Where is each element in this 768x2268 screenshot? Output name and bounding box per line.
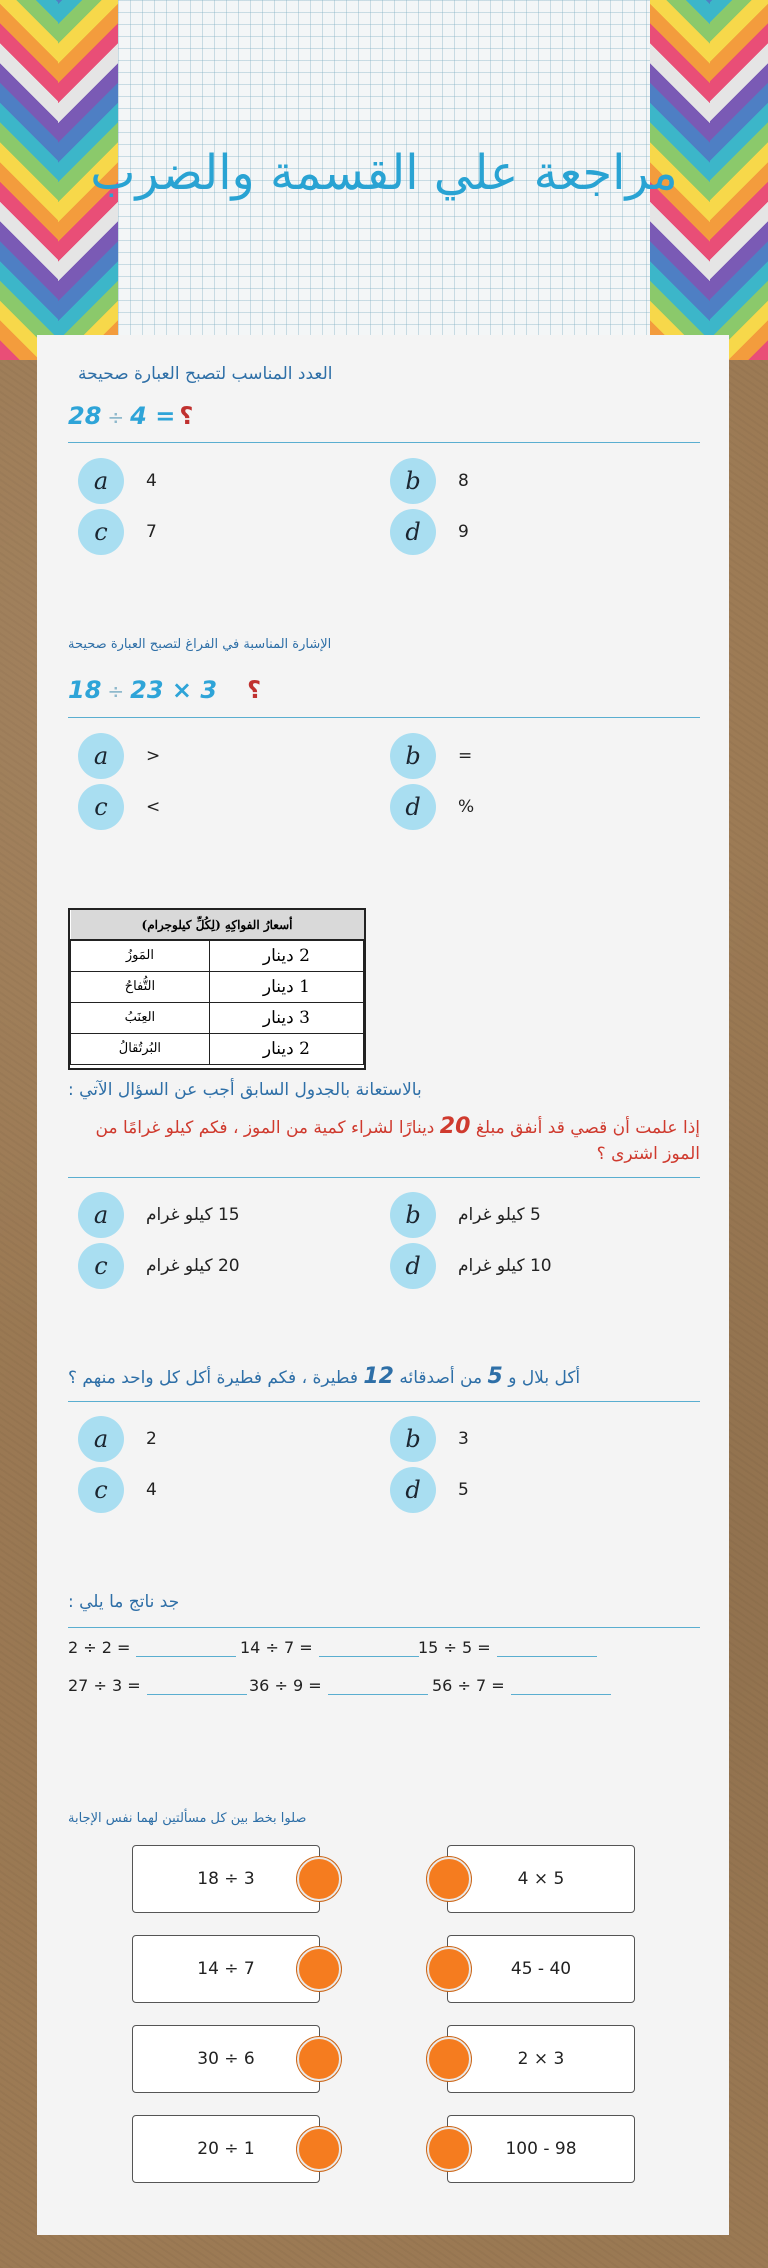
option-text: 9 [458, 522, 469, 542]
q1-option-d[interactable] [390, 509, 469, 555]
q4-title-part2: من أصدقائه [399, 1368, 483, 1388]
q5-problem-6[interactable] [432, 1676, 611, 1695]
option-letter: c [78, 509, 124, 555]
q2-title: الإشارة المناسبة في الفراغ لتصبح العبارة صحيحة [68, 637, 332, 652]
option-text: 5 [458, 1480, 469, 1500]
table-row [71, 940, 364, 971]
q1-option-c[interactable] [78, 509, 157, 555]
q1-expr-b: 4 [130, 402, 147, 430]
table-row [71, 1002, 364, 1033]
match-right-1[interactable]: 4 × 5 [447, 1845, 635, 1913]
q4-title [68, 1364, 628, 1389]
answer-blank[interactable] [319, 1639, 419, 1657]
q6-title: صلوا بخط بين كل مسألتين لهما نفس الإجابة [68, 1811, 307, 1826]
match-right-2-dot[interactable] [427, 1947, 471, 1991]
q2-option-d[interactable] [390, 784, 474, 830]
option-text: 3 [458, 1429, 469, 1449]
option-letter: a [78, 733, 124, 779]
table-header: أسعارُ الفواكِهِ (لِكُلِّ كيلوجرام) [71, 910, 364, 940]
fruit-cell: التُّفاحُ [71, 971, 210, 1002]
option-letter: b [390, 1192, 436, 1238]
q4-option-c[interactable] [78, 1467, 157, 1513]
q1-divider [68, 442, 700, 443]
problem-text: 27 ÷ 3 = [68, 1676, 141, 1695]
q3-question-part2: دينارًا لشراء كمية من الموز ، فكم كيلو غرامًا من الموز اشترى ؟ [95, 1118, 700, 1164]
match-right-4-dot[interactable] [427, 2127, 471, 2171]
match-left-3-dot[interactable] [297, 2037, 341, 2081]
match-left-4-dot[interactable] [297, 2127, 341, 2171]
q3-question-num: 20 [439, 1114, 471, 1139]
problem-text: 2 ÷ 2 = [68, 1638, 131, 1657]
answer-blank[interactable] [147, 1677, 247, 1695]
option-letter: b [390, 458, 436, 504]
option-text: > [146, 797, 161, 817]
price-cell: 2 دينار [209, 1033, 363, 1064]
match-left-1-dot[interactable] [297, 1857, 341, 1901]
option-text: 20 كيلو غرام [146, 1256, 240, 1276]
q5-title: جد ناتج ما يلي : [68, 1592, 180, 1612]
answer-blank[interactable] [136, 1639, 236, 1657]
table-row [71, 971, 364, 1002]
q3-title: بالاستعانة بالجدول السابق أجب عن السؤال الآتي : [68, 1080, 422, 1100]
fruit-cell: المَوزُ [71, 940, 210, 971]
q2-option-c[interactable] [78, 784, 160, 830]
match-left-2-dot[interactable] [297, 1947, 341, 1991]
q3-divider [68, 1177, 700, 1178]
option-letter: b [390, 1416, 436, 1462]
q3-question-part1: إذا علمت أن قصي قد أنفق مبلغ [475, 1118, 700, 1138]
q4-divider [68, 1401, 700, 1402]
option-letter: d [390, 1467, 436, 1513]
option-letter: c [78, 1467, 124, 1513]
q5-problem-4[interactable] [68, 1676, 247, 1695]
q1-expr-op: ÷ [107, 405, 125, 429]
option-text: 4 [146, 471, 157, 491]
option-letter: c [78, 784, 124, 830]
answer-blank[interactable] [511, 1677, 611, 1695]
option-text: 8 [458, 471, 469, 491]
q2-divider [68, 717, 700, 718]
option-text: < [146, 746, 161, 766]
q2-option-a[interactable] [78, 733, 160, 779]
page-title: مراجعة علي القسمة والضرب [90, 145, 678, 201]
match-right-2[interactable]: 45 - 40 [447, 1935, 635, 2003]
q1-expr-a: 28 [68, 402, 102, 430]
header-banner [0, 0, 768, 360]
q1-expr-q: ؟ [179, 402, 194, 430]
option-text: 5 كيلو غرام [458, 1205, 541, 1225]
problem-text: 14 ÷ 7 = [240, 1638, 313, 1657]
q1-option-a[interactable] [78, 458, 157, 504]
price-cell: 2 دينار [209, 940, 363, 971]
option-text: 15 كيلو غرام [146, 1205, 240, 1225]
match-left-4[interactable]: 20 ÷ 1 [132, 2115, 320, 2183]
q1-expression [68, 402, 197, 430]
q2-expr-a: 18 [68, 676, 102, 704]
table-row [71, 1033, 364, 1064]
problem-text: 15 ÷ 5 = [418, 1638, 491, 1657]
q2-expr-op: ÷ [107, 679, 125, 703]
option-text: 4 [146, 1480, 157, 1500]
q4-option-a[interactable] [78, 1416, 157, 1462]
q4-option-d[interactable] [390, 1467, 469, 1513]
answer-blank[interactable] [328, 1677, 428, 1695]
fruit-prices-table [68, 908, 366, 1070]
q4-option-b[interactable] [390, 1416, 469, 1462]
option-letter: a [78, 1192, 124, 1238]
price-cell: 3 دينار [209, 1002, 363, 1033]
problem-text: 56 ÷ 7 = [432, 1676, 505, 1695]
option-letter: d [390, 509, 436, 555]
q2-expr-c: 3 × 3 [146, 676, 218, 704]
option-text: 7 [146, 522, 157, 542]
match-left-2[interactable]: 14 ÷ 7 [132, 1935, 320, 2003]
q5-problem-1[interactable] [68, 1638, 236, 1657]
match-left-3[interactable]: 30 ÷ 6 [132, 2025, 320, 2093]
q3-question [68, 1114, 700, 1167]
q4-num1: 5 [487, 1364, 503, 1389]
q4-num2: 12 [363, 1364, 394, 1389]
fruit-cell: البُرتُقالُ [71, 1033, 210, 1064]
option-letter: a [78, 1416, 124, 1462]
q3-option-b[interactable] [390, 1192, 541, 1238]
q2-expr-b: 2 [130, 676, 147, 704]
q1-expr-eq: = [155, 402, 176, 430]
q1-title: العدد المناسب لتصبح العبارة صحيحة [78, 364, 333, 384]
q1-option-b[interactable] [390, 458, 469, 504]
option-text: = [458, 746, 473, 766]
option-text: 10 كيلو غرام [458, 1256, 552, 1276]
problem-text: 36 ÷ 9 = [249, 1676, 322, 1695]
q3-option-c[interactable] [78, 1243, 240, 1289]
q4-title-part1: أكل بلال و [508, 1368, 581, 1388]
option-letter: d [390, 784, 436, 830]
q2-option-b[interactable] [390, 733, 472, 779]
match-right-1-dot[interactable] [427, 1857, 471, 1901]
option-letter: d [390, 1243, 436, 1289]
match-right-3[interactable]: 2 × 3 [447, 2025, 635, 2093]
q3-option-a[interactable] [78, 1192, 240, 1238]
answer-blank[interactable] [497, 1639, 597, 1657]
option-letter: b [390, 733, 436, 779]
q3-option-d[interactable] [390, 1243, 552, 1289]
q2-expr-q: ؟ [247, 676, 262, 704]
option-letter: a [78, 458, 124, 504]
fruit-cell: العِنَبُ [71, 1002, 210, 1033]
q5-problem-2[interactable] [240, 1638, 419, 1657]
q5-divider [68, 1627, 700, 1628]
option-text: 2 [146, 1429, 157, 1449]
match-right-3-dot[interactable] [427, 2037, 471, 2081]
q5-problem-3[interactable] [418, 1638, 597, 1657]
q5-problem-5[interactable] [249, 1676, 428, 1695]
match-left-1[interactable]: 18 ÷ 3 [132, 1845, 320, 1913]
price-cell: 1 دينار [209, 971, 363, 1002]
match-right-4[interactable]: 100 - 98 [447, 2115, 635, 2183]
q4-title-part3: فطيرة ، فكم فطيرة أكل كل واحد منهم ؟ [68, 1368, 358, 1388]
option-text: % [458, 797, 475, 817]
option-letter: c [78, 1243, 124, 1289]
q2-expression [68, 676, 291, 704]
